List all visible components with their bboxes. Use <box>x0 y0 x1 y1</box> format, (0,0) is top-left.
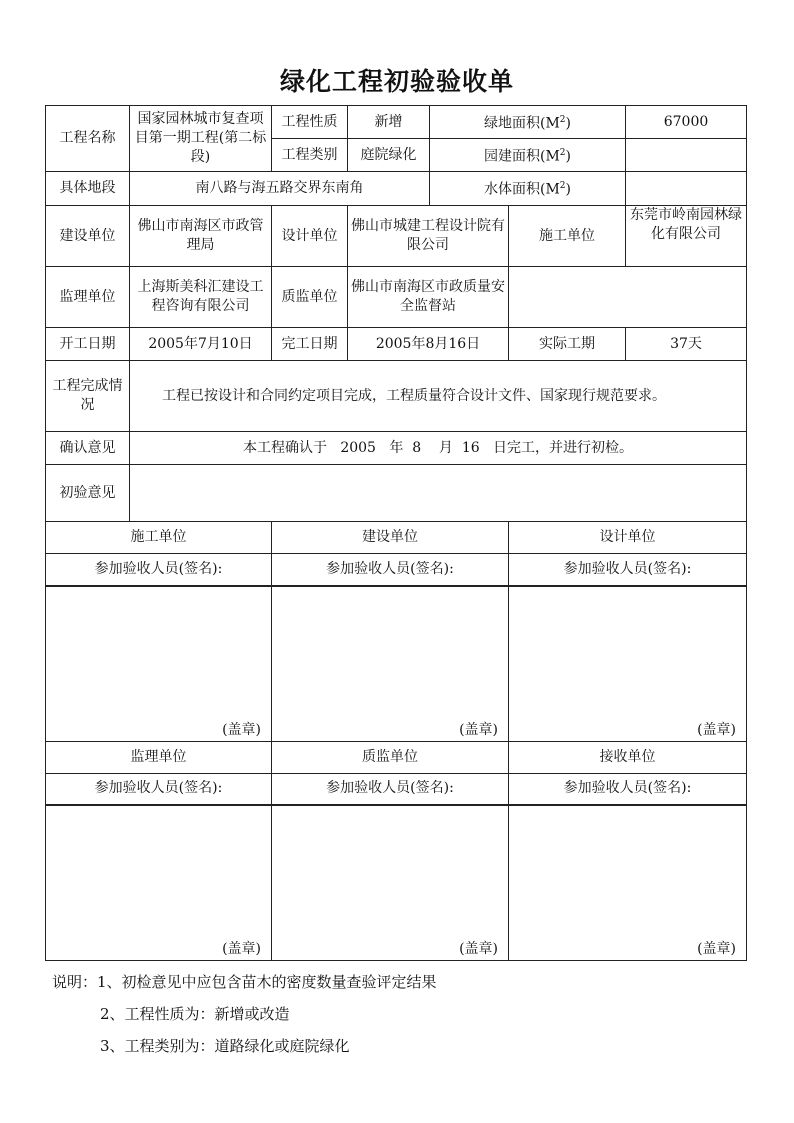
project-category-label: 工程类别 <box>272 139 348 172</box>
project-name-value: 国家园林城市复查项目第一期工程(第二标段) <box>130 106 272 172</box>
finish-date-label: 完工日期 <box>272 328 348 361</box>
water-area-value <box>626 172 747 206</box>
signature-area <box>272 805 509 961</box>
sig-unit-supervisor: 监理单位 <box>46 741 272 773</box>
empty-cell <box>509 267 747 328</box>
participants-label: 参加验收人员(签名): <box>46 554 272 586</box>
green-area-value: 67000 <box>626 106 747 139</box>
finish-date-value: 2005年8月16日 <box>348 328 509 361</box>
completion-text: 工程已按设计和合同约定项目完成，工程质量符合设计文件、国家现行规范要求。 <box>130 361 747 432</box>
location-value: 南八路与海五路交界东南角 <box>130 172 430 206</box>
builder-label: 建设单位 <box>46 206 130 267</box>
quality-value: 佛山市南海区市政质量安全监督站 <box>348 267 509 328</box>
duration-label: 实际工期 <box>509 328 626 361</box>
confirm-text: 本工程确认于 2005 年 8 月 16 日完工，并进行初检。 <box>130 432 747 465</box>
signature-area <box>46 805 272 961</box>
sig-unit-designer: 设计单位 <box>509 522 747 554</box>
project-category-value: 庭院绿化 <box>348 139 430 172</box>
contractor-label: 施工单位 <box>509 206 626 267</box>
green-area-label: 绿地面积$(M^2)$ <box>430 106 626 139</box>
sig-unit-quality: 质监单位 <box>272 741 509 773</box>
initial-opinion-text <box>130 465 747 522</box>
project-nature-label: 工程性质 <box>272 106 348 139</box>
stamp-label: (盖章) <box>222 721 261 738</box>
note-item: 说明：1、初检意见中应包含苗木的密度数量查验评定结果 <box>52 973 437 991</box>
start-date-label: 开工日期 <box>46 328 130 361</box>
stamp-label: (盖章) <box>222 941 261 957</box>
participants-label: 参加验收人员(签名): <box>272 773 509 805</box>
designer-value: 佛山市城建工程设计院有限公司 <box>348 206 509 267</box>
duration-value: 37天 <box>626 328 747 361</box>
project-nature-value: 新增 <box>348 106 430 139</box>
signature-area <box>509 805 747 961</box>
stamp-label: (盖章) <box>459 721 498 738</box>
sig-unit-receiver: 接收单位 <box>509 741 747 773</box>
quality-label: 质监单位 <box>272 267 348 328</box>
location-label: 具体地段 <box>46 172 130 206</box>
stamp-label: (盖章) <box>697 721 736 738</box>
confirm-label: 确认意见 <box>46 432 130 465</box>
stamp-label: (盖章) <box>459 941 498 957</box>
completion-label: 工程完成情况 <box>46 361 130 432</box>
signature-area <box>509 586 747 742</box>
participants-label: 参加验收人员(签名): <box>46 773 272 805</box>
signature-area <box>272 586 509 742</box>
initial-opinion-label: 初验意见 <box>46 465 130 522</box>
garden-area-label: 园建面积$(M^2)$ <box>430 139 626 172</box>
sig-unit-contractor: 施工单位 <box>46 522 272 554</box>
participants-label: 参加验收人员(签名): <box>509 773 747 805</box>
note-item: 2、工程性质为：新增或改造 <box>100 1005 290 1023</box>
project-name-label: 工程名称 <box>46 106 130 172</box>
note-item: 3、工程类别为：道路绿化或庭院绿化 <box>100 1037 350 1055</box>
start-date-value: 2005年7月10日 <box>130 328 272 361</box>
sig-unit-builder: 建设单位 <box>272 522 509 554</box>
designer-label: 设计单位 <box>272 206 348 267</box>
supervisor-value: 上海斯美科汇建设工程咨询有限公司 <box>130 267 272 328</box>
stamp-label: (盖章) <box>697 941 736 957</box>
builder-value: 佛山市南海区市政管理局 <box>130 206 272 267</box>
notes-section <box>52 966 437 1062</box>
participants-label: 参加验收人员(签名): <box>509 554 747 586</box>
supervisor-label: 监理单位 <box>46 267 130 328</box>
garden-area-value <box>626 139 747 172</box>
acceptance-form-table <box>45 105 747 961</box>
page-title: 绿化工程初验验收单 <box>279 67 514 96</box>
signature-area <box>46 586 272 742</box>
contractor-value: 东莞市岭南园林绿化有限公司 <box>626 206 747 267</box>
participants-label: 参加验收人员(签名): <box>272 554 509 586</box>
water-area-label: 水体面积$(M^2)$ <box>430 172 626 206</box>
